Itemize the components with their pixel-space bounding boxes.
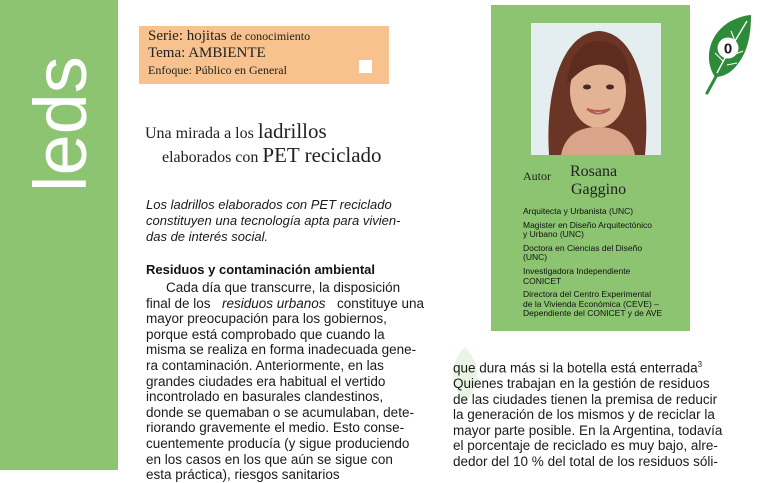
body-line	[146, 296, 424, 312]
credential-item	[523, 221, 688, 240]
serie-value: hojitas	[186, 28, 227, 44]
serie-line	[148, 28, 310, 45]
body-line-italic: residuos urbanos	[221, 295, 326, 311]
author-photo	[531, 23, 661, 155]
lead-line: das de interés social.	[146, 229, 269, 244]
leds-brand-logo	[6, 22, 114, 192]
lead-paragraph	[146, 197, 431, 245]
enfoque-line: Enfoque: Público en General	[148, 63, 287, 77]
logo-number: 0	[723, 40, 733, 58]
title-small-2: elaborados con	[162, 149, 259, 166]
credential-item	[523, 267, 688, 286]
body-line: cuentemente producía (y sigue produciendo	[146, 435, 410, 451]
body-line: dedor del 10 % del total de los residuos sóli-	[453, 454, 718, 470]
author-portrait-icon	[531, 23, 661, 155]
body-line: incontrolado en basurales clandestinos,	[146, 389, 384, 405]
author-last-name: Gaggino	[571, 181, 627, 198]
body-line: ra contaminación. Anteriormente, en las	[146, 357, 384, 373]
lead-line: Los ladrillos elaborados con PET reciclado	[146, 197, 392, 212]
credential-line: Investigadora Independiente	[523, 265, 631, 276]
credential-item	[523, 207, 688, 217]
section-heading: Residuos y contaminación ambiental	[146, 262, 375, 277]
body-column-right	[453, 357, 733, 470]
body-line: de las ciudades tienen la premisa de reducir	[453, 391, 718, 407]
credential-line: (UNC)	[523, 252, 548, 263]
series-info-box	[139, 26, 389, 84]
body-line: Quienes trabajan en la gestión de residuos	[453, 376, 710, 392]
body-column-left	[146, 280, 424, 483]
serie-suffix: de conocimiento	[230, 29, 311, 43]
page-title-line-1	[145, 119, 327, 144]
body-line	[453, 357, 733, 376]
title-large-2: PET reciclado	[262, 143, 382, 167]
title-small-1: Una mirada a los	[145, 125, 254, 142]
page-title-line-2	[162, 143, 382, 168]
white-square-marker	[359, 60, 372, 73]
left-green-band	[0, 0, 118, 470]
title-large-1: ladrillos	[257, 119, 327, 143]
body-line: grandes ciudades era habitual el vertido	[146, 373, 386, 389]
author-name	[570, 163, 626, 199]
credential-line: de la Vivienda Económica (CEVE) –	[523, 298, 659, 309]
author-panel	[491, 5, 690, 331]
serie-label: Serie:	[148, 28, 183, 44]
body-line: esta práctica), riesgos sanitarios	[146, 467, 340, 483]
leds-brand-text: leds	[19, 56, 102, 192]
body-line: en los casos en los que aún se sigue con	[146, 451, 393, 467]
body-line: donde se quemaban o se acumulaban, dete-	[146, 404, 414, 420]
footnote-ref: 3	[697, 360, 703, 369]
lead-line: constituyen una tecnología apta para vivien-	[146, 213, 401, 228]
author-label: Autor	[523, 169, 551, 183]
credential-item	[523, 290, 688, 319]
body-line: mayor parte posible. En la Argentina, todavía	[453, 422, 723, 438]
body-line: la generación de los mismos y de reciclar la	[453, 407, 715, 423]
body-line-part: final de los	[146, 295, 211, 311]
credential-line: Magister en Diseño Arquitectónico	[523, 219, 652, 230]
leaf-zero-logo-icon	[701, 13, 753, 95]
body-line-part: constituye una	[336, 295, 424, 311]
tema-value: AMBIENTE	[188, 45, 266, 61]
credential-line: Dependiente del CONICET y de AVE	[523, 308, 663, 319]
body-line-text: que dura más si la botella está enterrada	[453, 360, 698, 376]
body-line: mayor preocupación para los gobiernos,	[146, 311, 387, 327]
credential-line: Arquitecta y Urbanista (UNC)	[523, 206, 634, 216]
credential-line: CONICET	[523, 275, 562, 286]
body-line: riorando gravemente el medio. Esto conse-	[146, 420, 405, 436]
author-first-name: Rosana	[570, 163, 618, 180]
credential-item	[523, 244, 688, 263]
body-line: porque está comprobado que cuando la	[146, 326, 385, 342]
body-line: Cada día que transcurre, la disposición	[166, 280, 401, 295]
tema-label: Tema:	[148, 45, 186, 61]
credential-line: y Urbano (UNC)	[523, 229, 584, 240]
body-line: misma se realiza en forma inadecuada gene-	[146, 342, 417, 358]
credential-line: Directora del Centro Experimental	[523, 289, 652, 300]
author-credentials	[523, 207, 688, 323]
credential-line: Doctora en Ciencias del Diseño	[523, 242, 643, 253]
body-line: el porcentaje de reciclado es muy bajo, alre-	[453, 438, 718, 454]
tema-line	[148, 45, 266, 62]
